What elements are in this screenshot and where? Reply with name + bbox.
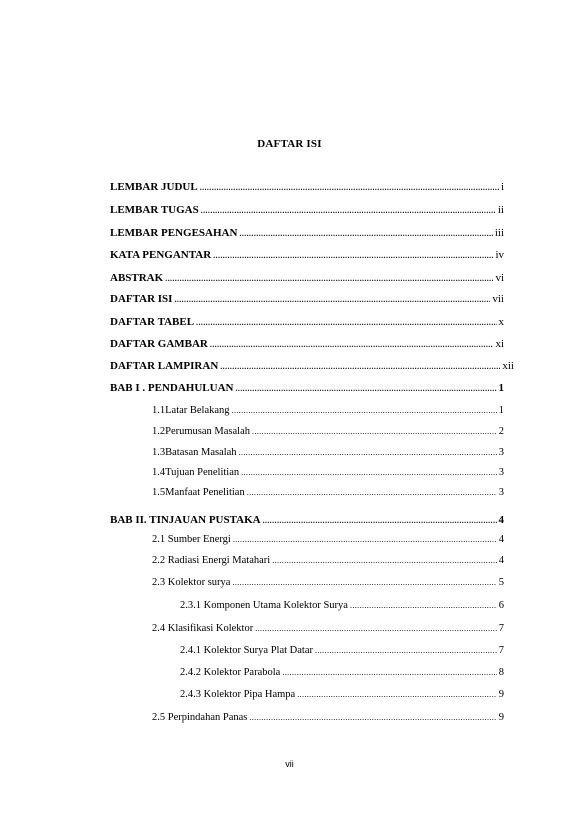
toc-entry-page: 9 <box>498 689 504 700</box>
dot-leader <box>213 249 493 261</box>
toc-entry-label: 2.4.3 Kolektor Pipa Hampa <box>180 689 296 700</box>
toc-entry-page: 5 <box>498 577 504 588</box>
dot-leader <box>282 667 496 678</box>
toc-entry-label: Manfaat Penelitian <box>165 487 245 498</box>
toc-entry <box>110 338 504 350</box>
toc-entry-page: 4 <box>498 534 504 545</box>
toc-entry <box>110 316 504 328</box>
toc-entry-label: 2.4 Klasifikasi Kolektor <box>152 623 254 634</box>
page-number: vii <box>285 759 294 769</box>
toc-entry-page: 8 <box>498 667 504 678</box>
toc-entry <box>110 204 504 216</box>
toc-entry-label: DAFTAR LAMPIRAN <box>110 360 219 372</box>
page-title: DAFTAR ISI <box>257 138 322 150</box>
dot-leader <box>196 316 496 328</box>
toc-entry-label: LEMBAR JUDUL <box>110 181 198 193</box>
toc-entry-page: vi <box>495 272 504 284</box>
toc-entry-label: Latar Belakang <box>165 405 230 416</box>
toc-entry <box>180 600 504 611</box>
toc-chapter <box>110 382 504 394</box>
toc-entry-label: Batasan Masalah <box>165 447 237 458</box>
dot-leader <box>241 467 497 478</box>
toc-entry <box>110 181 504 193</box>
toc-entry-label: 2.3 Kolektor surya <box>152 577 231 588</box>
toc-entry-label: 2.4.2 Kolektor Parabola <box>180 667 281 678</box>
dot-leader <box>165 272 493 284</box>
dot-leader <box>210 338 494 350</box>
dot-leader <box>350 600 497 611</box>
toc-entry-page: i <box>500 181 504 193</box>
toc-entry-number: 1.2 <box>152 426 166 437</box>
toc-entry-label: KATA PENGANTAR <box>110 249 212 261</box>
toc-entry <box>110 293 504 305</box>
toc-entry <box>152 577 504 588</box>
toc-entry <box>110 272 504 284</box>
toc-entry-page: vii <box>492 293 504 305</box>
toc-entry <box>180 645 504 656</box>
dot-leader <box>315 645 497 656</box>
toc-entry-label: 2.3.1 Komponen Utama Kolektor Surya <box>180 600 348 611</box>
dot-leader <box>232 405 497 416</box>
toc-entry-number: 1.1 <box>152 405 166 416</box>
toc-entry-page: x <box>498 316 504 328</box>
toc-entry-page: 3 <box>498 467 504 478</box>
toc-entry <box>110 227 504 239</box>
dot-leader <box>239 227 492 239</box>
toc-entry <box>152 447 504 458</box>
toc-entry-label: 2.5 Perpindahan Panas <box>152 712 248 723</box>
toc-entry-label: BAB II. TINJAUAN PUSTAKA <box>110 514 261 526</box>
toc-entry-label: BAB I . PENDAHULUAN <box>110 382 234 394</box>
toc-entry <box>152 405 504 416</box>
toc-entry-page: 1 <box>498 382 504 394</box>
toc-entry <box>152 467 504 478</box>
dot-leader <box>255 623 497 634</box>
toc-entry-page: iii <box>494 227 504 239</box>
toc-entry-page: 6 <box>498 600 504 611</box>
toc-entry-label: Tujuan Penelitian <box>165 467 240 478</box>
toc-entry-label: 2.2 Radiasi Energi Matahari <box>152 555 271 566</box>
toc-entry <box>180 689 504 700</box>
toc-entry-page: iv <box>495 249 504 261</box>
dot-leader <box>200 181 499 193</box>
dot-leader <box>263 514 497 526</box>
toc-entry-number: 1.4 <box>152 467 166 478</box>
dot-leader <box>249 712 496 723</box>
toc-chapter <box>110 514 504 526</box>
toc-entry <box>110 360 514 372</box>
dot-leader <box>239 447 497 458</box>
dot-leader <box>233 534 497 545</box>
dot-leader <box>252 426 497 437</box>
toc-entry-page: 4 <box>498 555 504 566</box>
toc-entry-page: 3 <box>498 447 504 458</box>
dot-leader <box>220 360 500 372</box>
toc-entry <box>152 487 504 498</box>
toc-entry-page: 2 <box>498 426 504 437</box>
toc-entry-page: xii <box>502 360 514 372</box>
toc-entry-page: 1 <box>498 405 504 416</box>
toc-entry <box>152 712 504 723</box>
dot-leader <box>235 382 496 394</box>
toc-entry-label: Perumusan Masalah <box>165 426 250 437</box>
toc-entry-page: 4 <box>498 514 504 526</box>
toc-entry-page: 7 <box>498 645 504 656</box>
toc-entry <box>152 623 504 634</box>
toc-entry <box>152 426 504 437</box>
toc-entry-label: LEMBAR TUGAS <box>110 204 199 216</box>
dot-leader <box>201 204 496 216</box>
toc-entry <box>180 667 504 678</box>
toc-entry-label: DAFTAR TABEL <box>110 316 195 328</box>
toc-entry-page: xi <box>495 338 504 350</box>
toc-entry-label: 2.4.1 Kolektor Surya Plat Datar <box>180 645 313 656</box>
toc-entry-page: 9 <box>498 712 504 723</box>
toc-entry-label: 2.1 Sumber Energi <box>152 534 231 545</box>
dot-leader <box>297 689 497 700</box>
toc-entry <box>152 555 504 566</box>
toc-entry-label: LEMBAR PENGESAHAN <box>110 227 238 239</box>
toc-entry-page: 7 <box>498 623 504 634</box>
toc-entry <box>152 534 504 545</box>
toc-entry-label: DAFTAR GAMBAR <box>110 338 208 350</box>
toc-entry-number: 1.5 <box>152 487 166 498</box>
toc-entry-label: DAFTAR ISI <box>110 293 173 305</box>
toc-entry <box>110 249 504 261</box>
dot-leader <box>272 555 497 566</box>
toc-entry-page: 3 <box>498 487 504 498</box>
toc-entry-label: ABSTRAK <box>110 272 164 284</box>
toc-entry-number: 1.3 <box>152 447 166 458</box>
dot-leader <box>232 577 496 588</box>
dot-leader <box>174 293 490 305</box>
dot-leader <box>247 487 497 498</box>
toc-entry-page: ii <box>497 204 504 216</box>
